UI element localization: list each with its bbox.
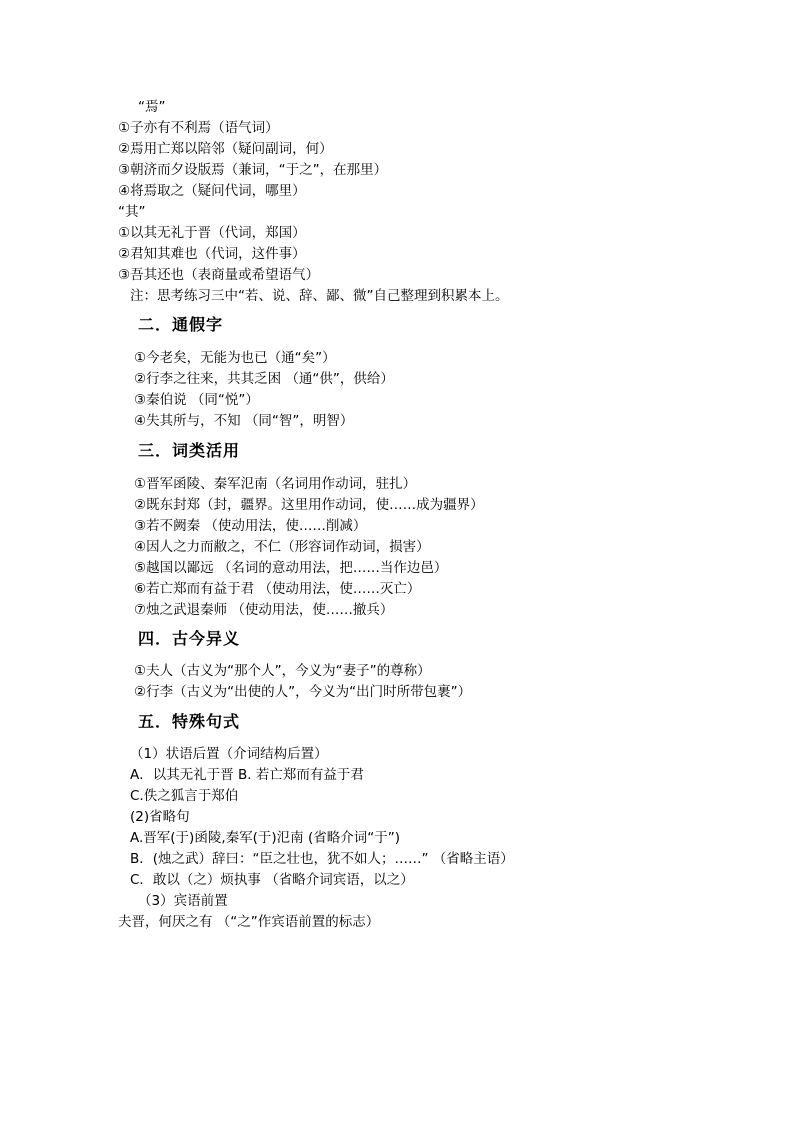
qi-item-1: ①以其无礼于晋（代词，郑国）	[118, 225, 306, 241]
section-5-heading: 五．特殊句式	[138, 712, 241, 731]
s2-item-4: ④失其所与，不知 （同“智”，明智）	[134, 413, 354, 429]
s5-line-6: B．(烛之武）辞曰：“臣之壮也，犹不如人；……” （省略主语）	[130, 851, 514, 867]
s3-item-7: ⑦烛之武退秦师 （使动用法，使……撤兵）	[134, 602, 394, 618]
s4-item-2: ②行李（古义为“出使的人”，今义为“出门时所带包裹”）	[134, 684, 472, 700]
qi-item-2: ②君知其难也（代词，这件事）	[118, 246, 306, 262]
s5-line-3: C.佚之狐言于郑伯	[130, 788, 239, 804]
s3-item-6: ⑥若亡郑而有益于君 （使动用法，使……灭亡）	[134, 581, 421, 597]
s3-item-3: ③若不阙秦 （使动用法，使……削减）	[134, 518, 367, 534]
section-3-heading: 三．词类活用	[138, 441, 241, 460]
section-2-heading: 二．通假字	[138, 315, 224, 334]
s3-item-1: ①晋军函陵、秦军氾南（名词用作动词，驻扎）	[134, 476, 417, 492]
s5-line-9: 夫晋，何厌之有 （“之”作宾语前置的标志）	[118, 914, 380, 930]
yan-title: “焉”	[138, 99, 166, 115]
qi-title: “其”	[118, 204, 146, 220]
s2-item-1: ①今老矣，无能为也已（通“矣”）	[134, 350, 336, 366]
s5-line-2: A．以其无礼于晋 B. 若亡郑而有益于君	[130, 767, 364, 783]
section-4-heading: 四．古今异义	[138, 629, 241, 648]
yan-item-4: ④将焉取之（疑问代词，哪里）	[118, 183, 306, 199]
s3-item-5: ⑤越国以鄙远 （名词的意动用法，把……当作边邑）	[134, 560, 448, 576]
s3-item-2: ②既东封郑（封，疆界。这里用作动词，使……成为疆界）	[134, 497, 484, 513]
s5-line-8: （3）宾语前置	[138, 893, 228, 909]
s5-line-4: (2)省略句	[130, 809, 190, 825]
qi-item-3: ③吾其还也（表商量或希望语气）	[118, 267, 320, 283]
s5-line-5: A.晋军(于)函陵,秦军(于)氾南 (省略介词“于”)	[130, 830, 400, 846]
s2-item-2: ②行李之往来，共其乏困 （通“供”，供给）	[134, 371, 394, 387]
s4-item-1: ①夫人（古义为“那个人”，今义为“妻子”的尊称）	[134, 663, 431, 679]
yan-item-2: ②焉用亡郑以陪邻（疑问副词，何）	[118, 141, 333, 157]
yan-item-1: ①子亦有不利焉（语气词）	[118, 120, 279, 136]
s5-line-7: C．敢以（之）烦执事 （省略介词宾语，以之）	[130, 872, 414, 888]
s2-item-3: ③秦伯说 （同“悦”）	[134, 392, 259, 408]
s5-line-1: （1）状语后置（介词结构后置）	[130, 746, 328, 762]
s3-item-4: ④因人之力而敝之，不仁（形容词作动词，损害）	[134, 539, 430, 555]
yan-item-3: ③朝济而夕设版焉（兼词，“于之”，在那里）	[118, 162, 388, 178]
qi-note: 注：思考练习三中“若、说、辞、鄙、微”自己整理到积累本上。	[130, 288, 509, 304]
